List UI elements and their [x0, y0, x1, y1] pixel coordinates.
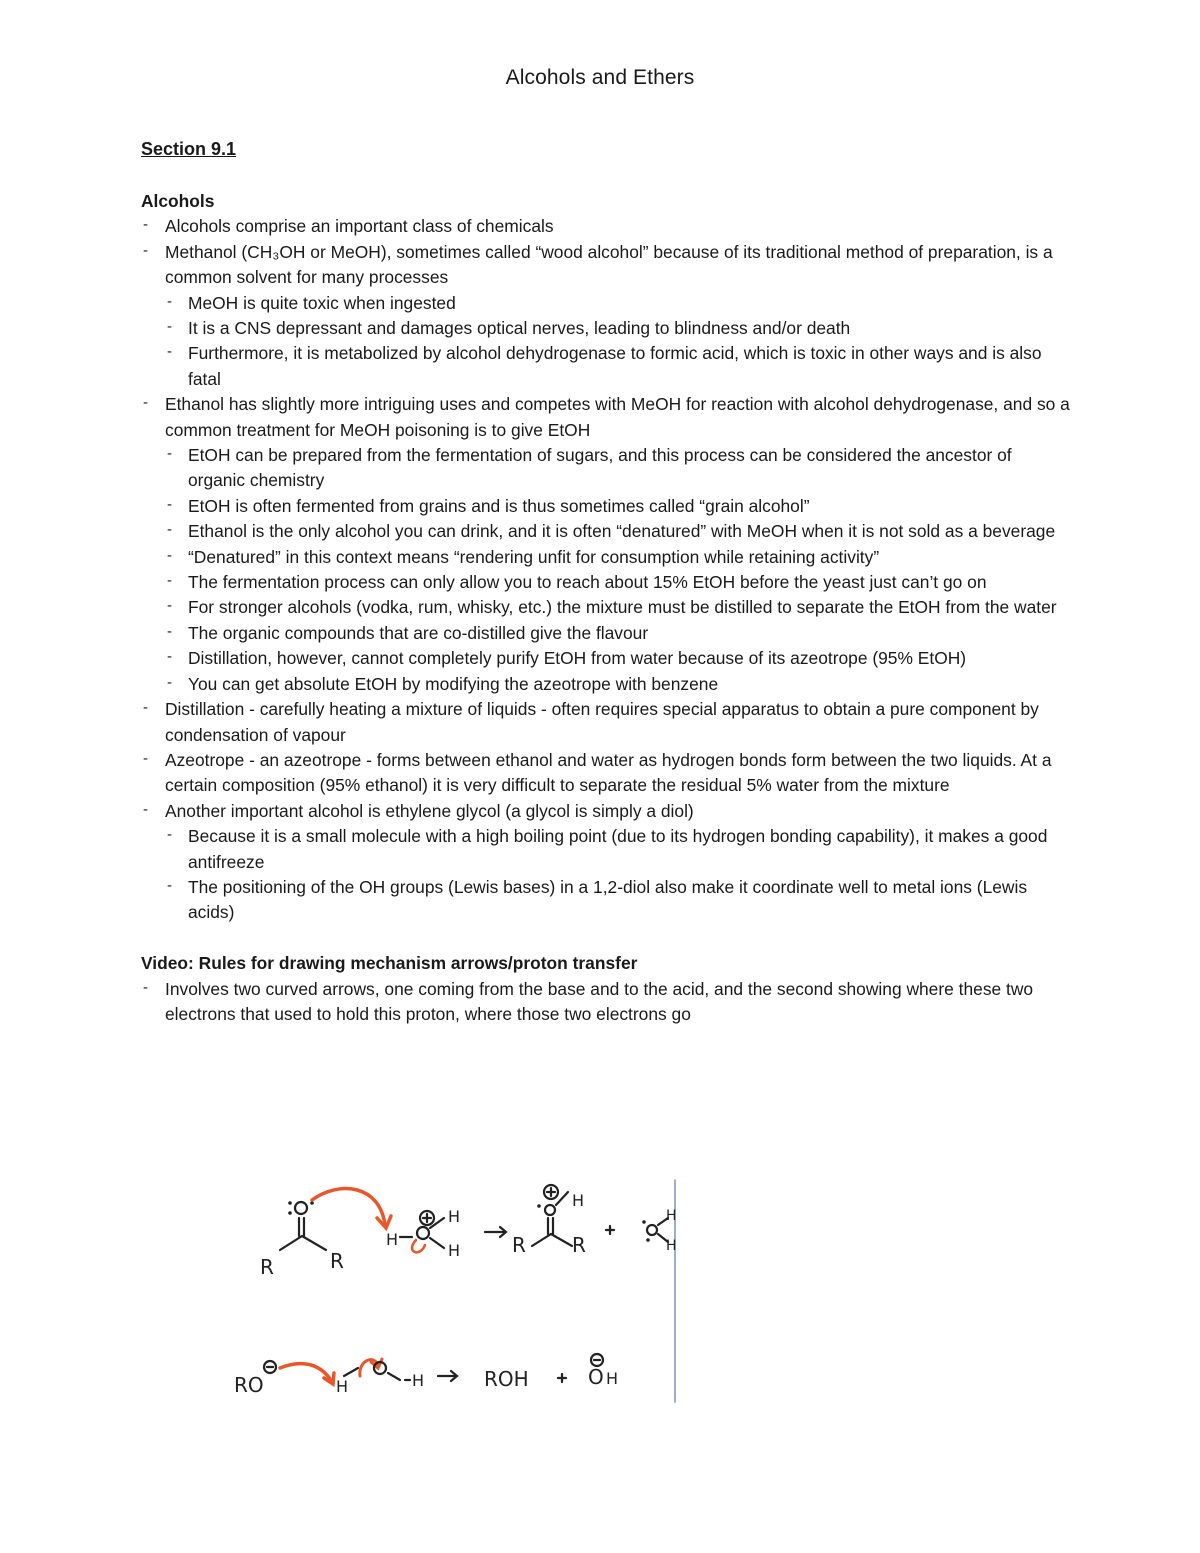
list-item-text: Methanol (CH₃OH or MeOH), sometimes called “wood alcohol” because of its traditional method of preparation, is a common solvent for many processes	[165, 241, 1053, 288]
list-item	[141, 240, 1071, 392]
list-item: - You can get absolute EtOH by modifying the azeotrope with benzene	[165, 672, 1071, 697]
notes-body	[141, 189, 1071, 1027]
list-item	[141, 799, 1071, 926]
reaction-1-labels	[260, 1191, 677, 1279]
spacer	[141, 926, 1071, 951]
alcohols-heading: Alcohols	[141, 191, 215, 211]
h-label: H	[448, 1241, 461, 1260]
list-item: - Alcohols comprise an important class of chemicals	[141, 214, 1071, 239]
reaction-2-labels	[234, 1365, 618, 1397]
h-label: H	[666, 1208, 677, 1224]
reaction-2	[264, 1354, 603, 1384]
video-list	[141, 977, 1071, 1028]
alcohols-list	[141, 214, 1071, 925]
list-item: - It is a CNS depressant and damages optical nerves, leading to blindness and/or death	[165, 316, 1071, 341]
list-item-text: Another important alcohol is ethylene glycol (a glycol is simply a diol)	[165, 800, 694, 821]
list-item: - Furthermore, it is metabolized by alcohol dehydrogenase to formic acid, which is toxic in other ways and is also fatal	[165, 341, 1071, 392]
h-label: H	[386, 1230, 399, 1249]
list-item: - “Denatured” in this context means “rendering unfit for consumption while retaining activity”	[165, 545, 1071, 570]
r-label: R	[512, 1233, 526, 1257]
h-label: H	[606, 1369, 619, 1388]
list-item: - For stronger alcohols (vodka, rum, whisky, etc.) the mixture must be distilled to separate the EtOH from the water	[165, 595, 1071, 620]
r-label: R	[260, 1255, 274, 1279]
list-item: - The organic compounds that are co-distilled give the flavour	[165, 621, 1071, 646]
glycol-sublist	[165, 824, 1071, 926]
h-label: H	[336, 1377, 349, 1396]
ethanol-sublist	[165, 443, 1071, 697]
list-item: - Ethanol is the only alcohol you can drink, and it is often “denatured” with MeOH when it is not sold as a beverage	[165, 519, 1071, 544]
r-label: R	[572, 1233, 586, 1257]
methanol-sublist	[165, 291, 1071, 393]
list-item-text: Ethanol has slightly more intriguing uses and competes with MeOH for reaction with alcohol dehydrogenase, and so a common treatment for MeOH poisoning is to give EtOH	[165, 394, 1070, 440]
list-item: - Distillation - carefully heating a mixture of liquids - often requires special apparatus to obtain a pure component by condensation of vapour	[141, 697, 1071, 748]
h-label: H	[572, 1191, 585, 1210]
list-item: - EtOH is often fermented from grains and is thus sometimes called “grain alcohol”	[165, 494, 1071, 519]
section-heading: Section 9.1	[141, 139, 237, 159]
list-item: - Involves two curved arrows, one coming from the base and to the acid, and the second showing where these two electrons that used to hold this proton, where those two electrons go	[141, 977, 1071, 1028]
list-item: - Distillation, however, cannot completely purify EtOH from water because of its azeotrope (95% EtOH)	[165, 646, 1071, 671]
h-label: H	[448, 1207, 461, 1226]
h-label: H	[412, 1371, 425, 1390]
video-heading: Video: Rules for drawing mechanism arrows/proton transfer	[141, 953, 638, 974]
list-item: - The fermentation process can only allow you to reach about 15% EtOH before the yeast just can’t go on	[165, 570, 1071, 595]
r-label: R	[330, 1249, 344, 1273]
list-item	[141, 392, 1071, 697]
list-item: - Azeotrope - an azeotrope - forms between ethanol and water as hydrogen bonds form between the two liquids. At a certain composition (95% ethanol) it is very difficult to separate the residual 5% water from the mixture	[141, 748, 1071, 799]
proton-transfer-diagram	[220, 1170, 690, 1410]
o-label: O	[588, 1365, 604, 1389]
roh-label: ROH	[484, 1367, 529, 1391]
list-item: - The positioning of the OH groups (Lewis bases) in a 1,2-diol also make it coordinate well to metal ions (Lewis acids)	[165, 875, 1071, 926]
document-title: Alcohols and Ethers	[505, 66, 695, 89]
list-item: - MeOH is quite toxic when ingested	[165, 291, 1071, 316]
h-label: H	[666, 1238, 677, 1254]
ro-label: RO	[234, 1373, 264, 1397]
list-item: - EtOH can be prepared from the fermentation of sugars, and this process can be considered the ancestor of organic chemistry	[165, 443, 1071, 494]
list-item: - Because it is a small molecule with a high boiling point (due to its hydrogen bonding capability), it makes a good antifreeze	[165, 824, 1071, 875]
